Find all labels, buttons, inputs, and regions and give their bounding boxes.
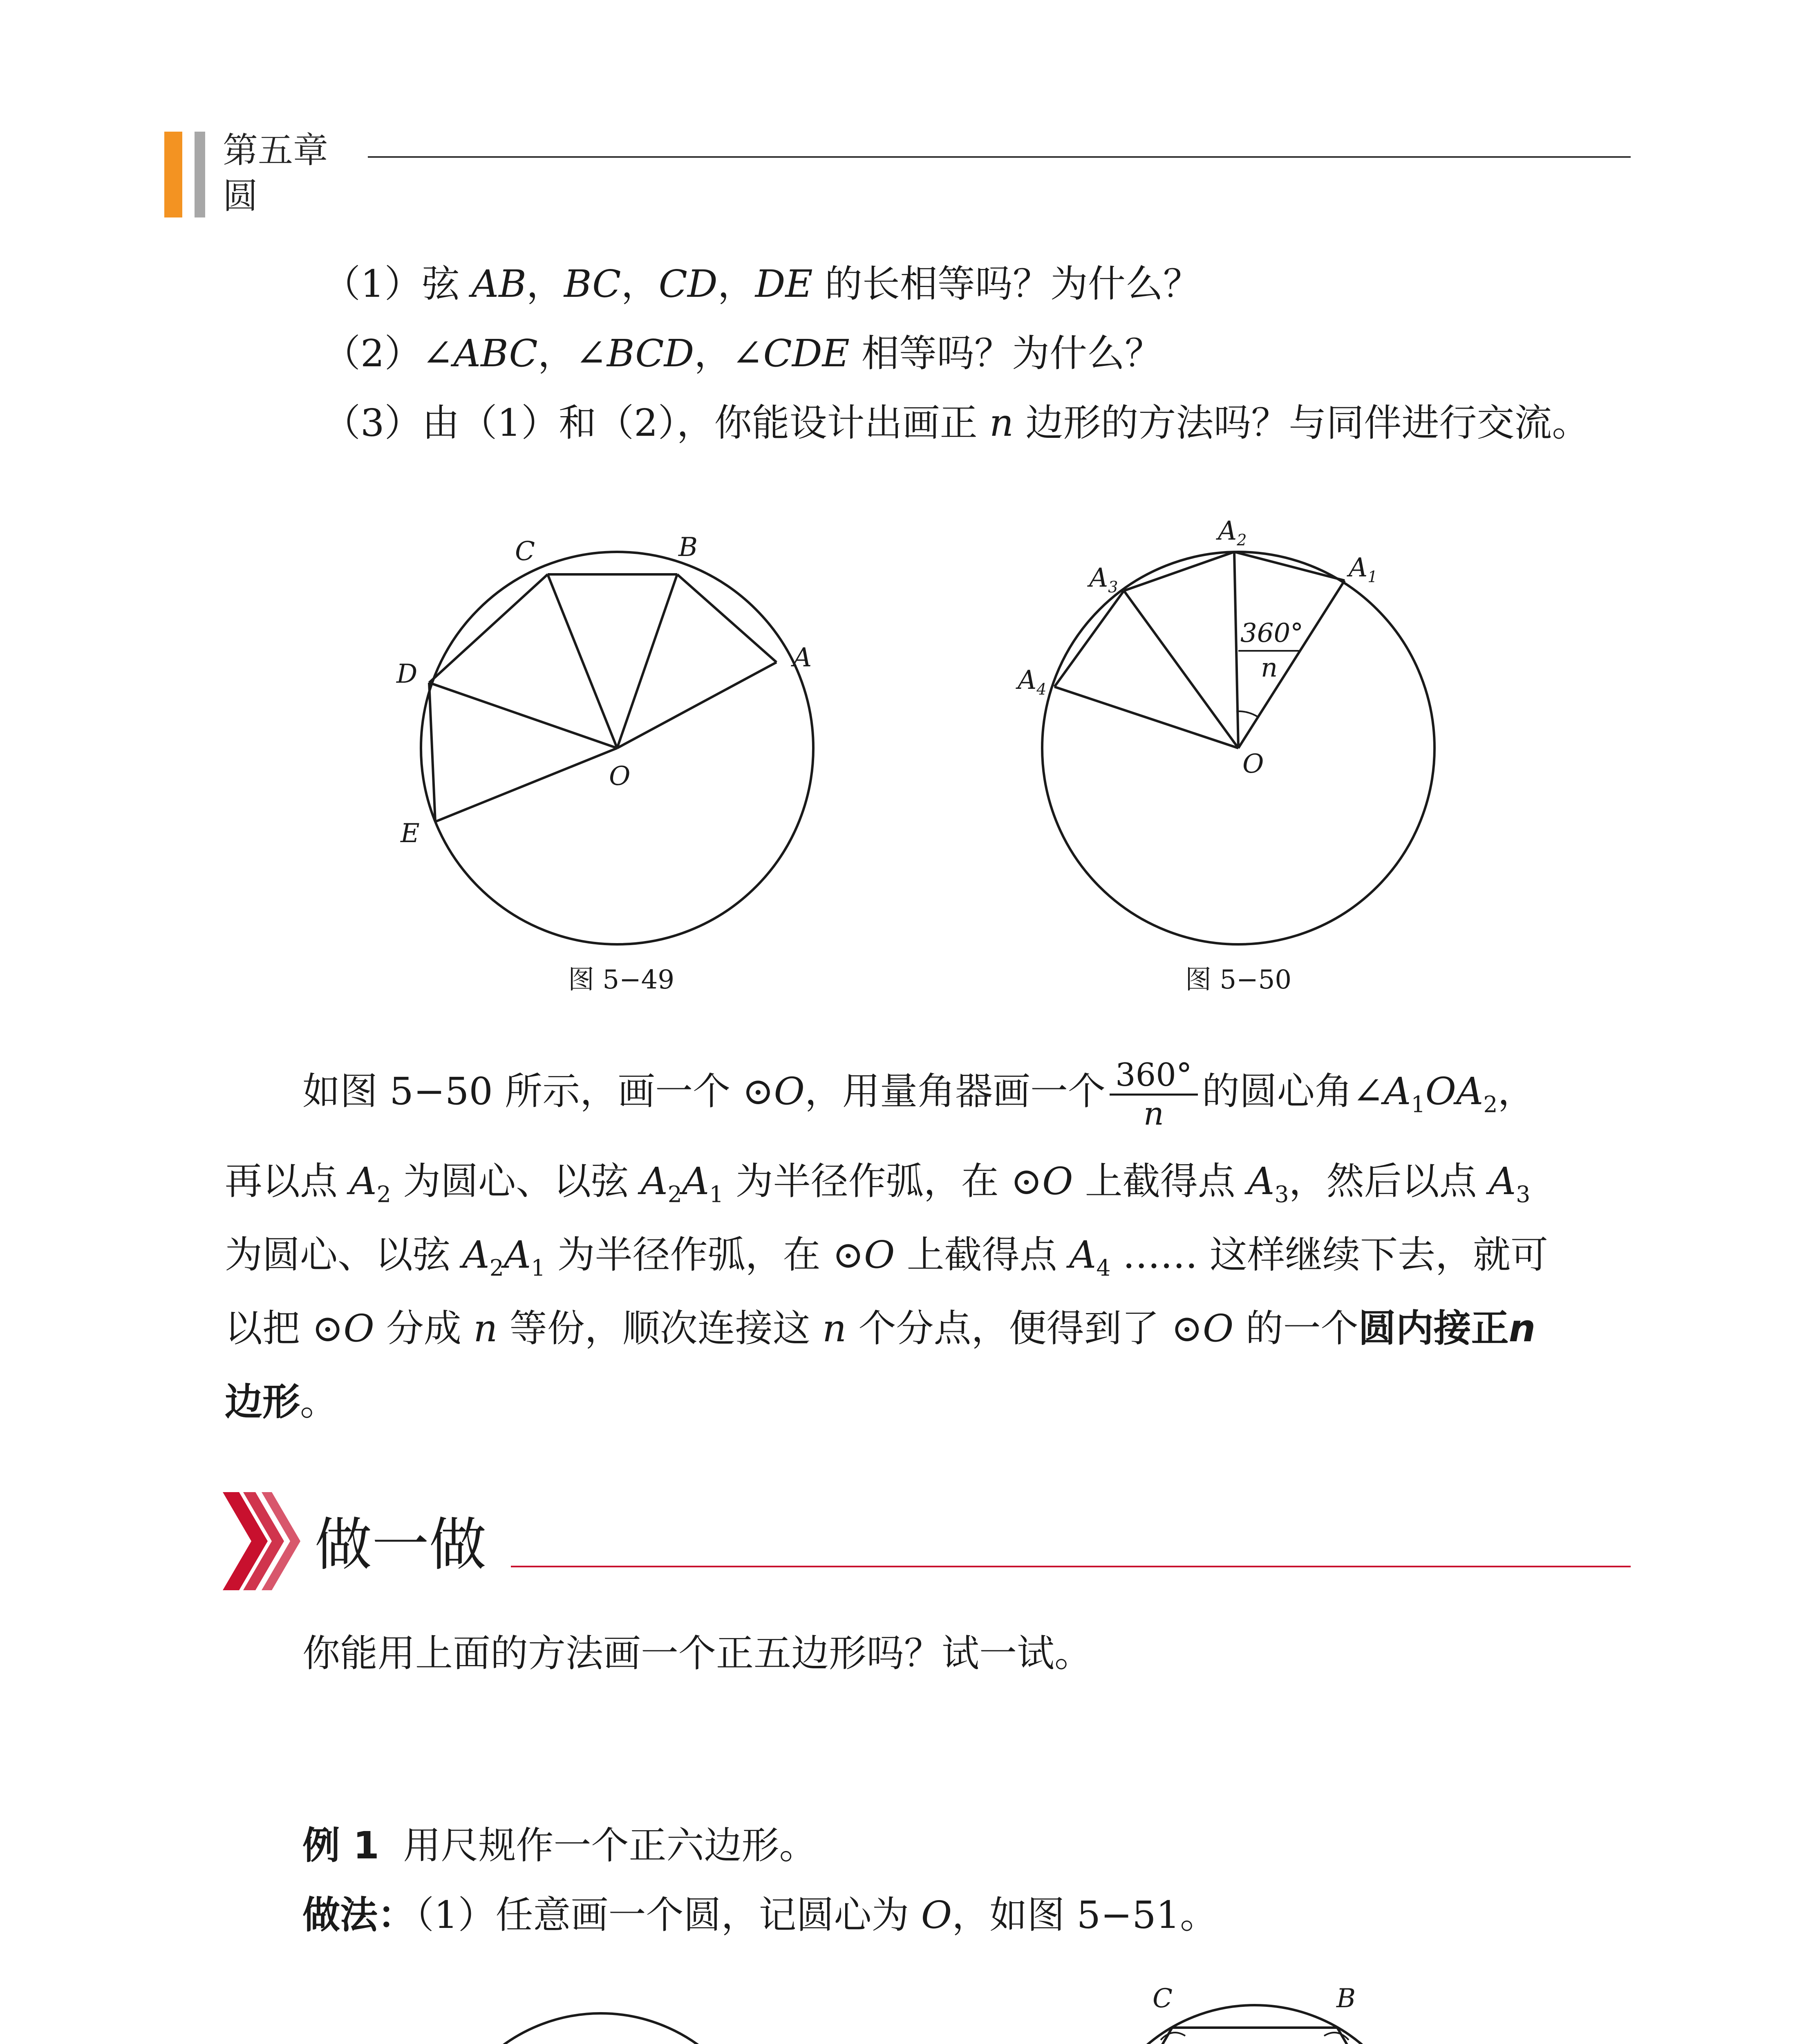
fig50-label-A2: $A_2$ [1218,516,1247,549]
chapter-accent-bar-gray [195,132,205,217]
fig52-circle [1089,2005,1420,2044]
figure-5-52 [1030,1970,1479,2044]
fig49-chord-CD [429,574,548,683]
chapter-label: 第五章 [223,130,328,171]
fig49-label-C: C [515,536,535,567]
example-heading: 例 1 用尺规作一个正六边形。 [302,1824,817,1867]
term-inscribed-polygon: 圆内接正 [1358,1307,1509,1350]
fig50-label-O: O [1242,749,1264,779]
section-chevron-icon [223,1492,309,1590]
fig50-chord-A2A3 [1124,552,1234,591]
fig50-label-A1: $A_1$ [1349,553,1378,586]
fig50-chord-A3A4 [1054,591,1124,687]
example-method: 做法：（1）任意画一个圆，记圆心为 O，如图 5−51。 [302,1893,1218,1937]
fig51-circle [435,2013,766,2044]
fraction-360-over-n: $\frac{360^\circ}{n}$ [1110,1057,1198,1132]
section-rule [511,1566,1631,1567]
section-task: 你能用上面的方法画一个正五边形吗？试一试。 [302,1632,1092,1675]
fig49-label-E: E [401,818,420,849]
fig50-radius-OA2 [1234,552,1238,748]
fig50-radius-OA3 [1124,591,1238,748]
fig50-label-A3: $A_3$ [1089,563,1118,596]
fig50-angle-numerator: 360° [1240,618,1304,648]
fig52-label-B: B [1336,1983,1356,2014]
fig49-radius-OA [617,662,777,748]
fig50-radius-OA4 [1054,687,1238,748]
fig52-hexagon [1089,2028,1420,2044]
fig50-angle-arc [1236,711,1259,717]
fig50-caption: 图 5−50 [1185,965,1292,995]
fig49-label-A: A [793,643,812,673]
figure-5-50 [1014,511,1471,1022]
fig49-label-O: O [609,761,631,791]
paragraph-line-2: 再以点 $A_2$ 为圆心、以弦 $A_2A_1$ 为半径作弧，在 ⊙O 上截得点 $A_3$，然后以点 $A_3$ [225,1159,1531,1208]
fig50-angle-denominator: n [1261,653,1278,683]
header-rule [368,156,1631,158]
fig49-radius-OD [429,683,617,748]
fig49-caption: 图 5−49 [568,965,675,995]
fig52-label-C: C [1153,1983,1173,2014]
chapter-title: 圆 [223,176,258,217]
fig50-label-A4: $A_4$ [1018,665,1047,698]
fig49-label-D: D [396,659,418,689]
paragraph-line-5: 边形。 [225,1380,338,1424]
fig50-chord-A1A2 [1234,552,1345,580]
fig49-chord-AB [677,574,777,662]
fig50-radius-OA1 [1238,580,1345,748]
figure-5-49 [368,511,858,1022]
figure-5-51 [425,2003,777,2044]
section-title: 做一做 [315,1512,487,1578]
question-3: （3）由（1）和（2），你能设计出画正 n 边形的方法吗？与同伴进行交流。 [323,401,1590,445]
paragraph-line-4: 以把 ⊙O 分成 n 等份，顺次连接这 n 个分点，便得到了 ⊙O 的一个圆内接正n [225,1307,1536,1350]
paragraph-line-3: 为圆心、以弦 $A_2A_1$ 为半径作弧，在 ⊙O 上截得点 $A_4$ …… 这样继续下去，就可 [225,1233,1548,1282]
fig49-radius-OC [548,574,617,748]
question-1: （1）弦 AB，BC，CD，DE 的长相等吗？为什么？ [323,262,1201,306]
fig49-radius-OE [435,748,617,822]
question-2: （2）∠ABC，∠BCD，∠CDE 相等吗？为什么？ [323,332,1163,375]
fig49-label-B: B [678,532,698,563]
fig49-radius-OB [617,574,677,748]
chapter-accent-bar [164,132,182,217]
paragraph-line-1: 如图 5−50 所示，画一个 ⊙O，用量角器画一个 $\frac{360^\circ}{n}$ 的圆心角$\angle A_1OA_2$， [302,1056,1535,1132]
fig49-chord-DE [429,683,435,822]
